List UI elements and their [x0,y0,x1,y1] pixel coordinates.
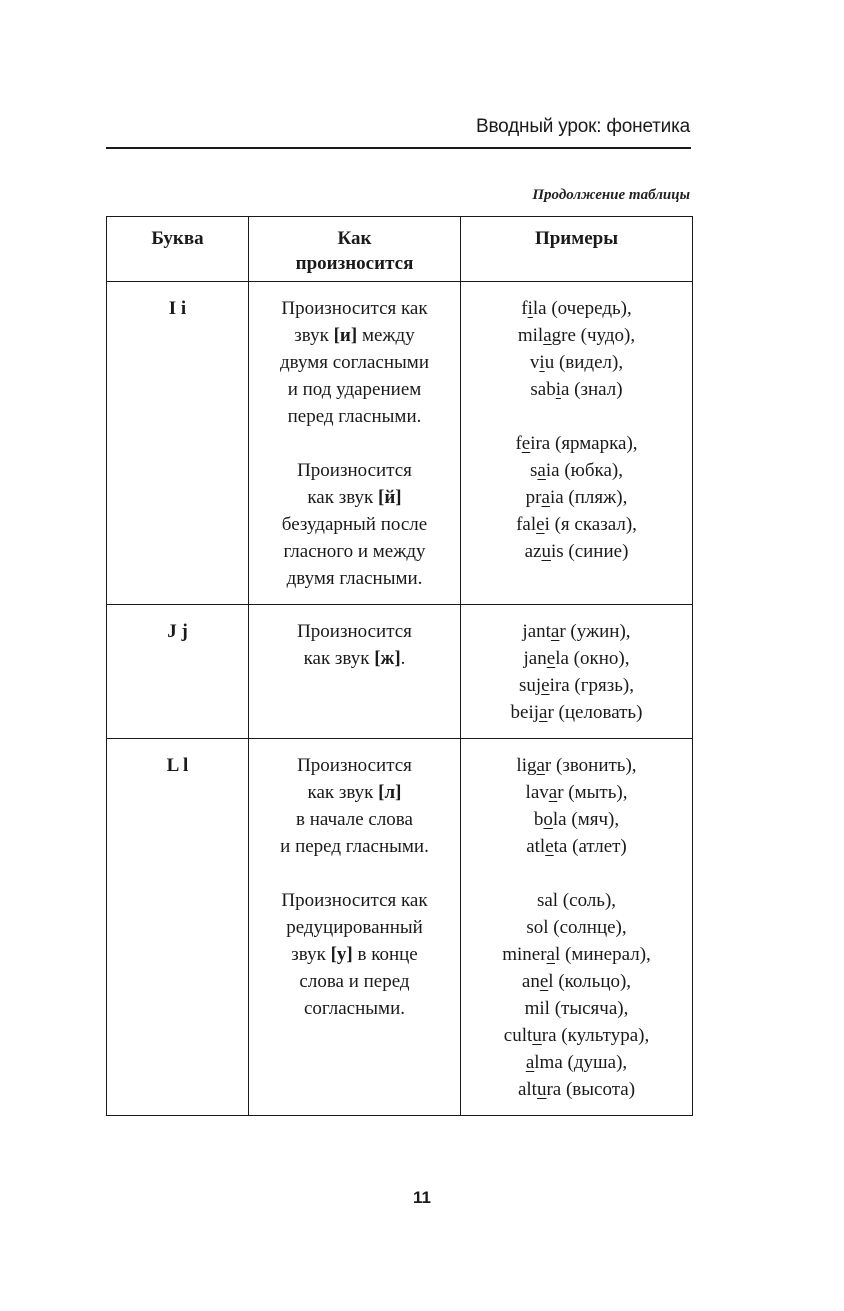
pronunciation-block [253,618,456,672]
pronunciation-cell [249,739,461,1116]
example-line [465,806,688,833]
example-line [465,968,688,995]
stressed-letter: a [539,702,548,723]
example-line [465,1022,688,1049]
stressed-letter: e [541,675,550,696]
text-segment: Произносится [297,460,412,481]
text-segment: двумя согласными [280,352,429,373]
pronunciation-line [253,349,456,376]
stressed-letter: a [537,460,546,481]
pronunciation-line [253,995,456,1022]
text-segment: l (кольцо), [548,971,632,992]
text-segment: sol (солнце), [526,917,627,938]
text-segment: . [400,648,406,669]
text-segment: r (целовать) [547,702,643,723]
example-line [465,752,688,779]
text-segment: cult [503,1025,533,1046]
text-segment: an [521,971,540,992]
stressed-letter: u [536,1079,547,1100]
pronunciation-line [253,941,456,968]
text-segment: miner [502,944,547,965]
text-segment: mil (тысяча), [524,998,629,1019]
example-line [465,914,688,941]
stressed-letter: a [550,621,560,642]
text-segment: Произносится [297,621,412,642]
text-segment: suj [518,675,542,696]
text-segment: между [357,325,415,346]
stressed-letter: a [546,944,555,965]
text-segment: u (видел), [544,352,624,373]
text-segment: la (мяч), [552,809,620,830]
pronunciation-line [253,403,456,430]
text-segment: fal [516,514,537,535]
examples-block [465,295,688,403]
example-line [465,349,688,376]
sound-marker: [ж] [374,648,401,669]
example-line [465,484,688,511]
examples-block [465,618,688,726]
example-line [465,538,688,565]
text-segment: Произносится [297,755,412,776]
stressed-letter: a [541,487,550,508]
stressed-letter: e [521,433,531,454]
example-line [465,995,688,1022]
table-header-row [107,217,693,282]
pronunciation-line [253,914,456,941]
text-segment: a (знал) [561,379,623,400]
text-segment: звук [291,944,331,965]
stressed-letter: u [541,541,551,562]
text-segment: gre (чудо), [551,325,636,346]
text-segment: ira (ярмарка), [530,433,638,454]
text-segment: ia (юбка), [545,460,623,481]
pronunciation-line [253,833,456,860]
text-segment: r (звонить), [544,755,637,776]
table-row [107,605,693,739]
letter-cell: I i [107,282,249,605]
example-line [465,1076,688,1103]
text-segment: mil [517,325,544,346]
text-segment: безударный после [281,514,428,535]
pronunciation-line [253,484,456,511]
table-continuation-note: Продолжение таблицы [532,187,690,203]
text-segment: pr [525,487,542,508]
pronunciation-line [253,806,456,833]
text-segment: Произносится как [281,890,428,911]
stressed-letter: i [527,298,533,319]
pronunciation-line [253,457,456,484]
text-segment: b [533,809,544,830]
pronunciation-line [253,538,456,565]
pronunciation-line [253,779,456,806]
pronunciation-block [253,457,456,592]
example-line [465,618,688,645]
pronunciation-line [253,376,456,403]
text-segment: и под ударением [287,379,422,400]
examples-cell [461,282,693,605]
pronunciation-block [253,752,456,860]
text-segment: jant [522,621,551,642]
text-segment: sab [530,379,556,400]
text-segment: beij [510,702,540,723]
example-line [465,672,688,699]
text-segment: lig [516,755,537,776]
text-segment: atl [526,836,546,857]
stressed-letter: u [532,1025,542,1046]
text-segment: v [529,352,540,373]
text-segment: ra (высота) [546,1079,636,1100]
examples-block [465,752,688,860]
examples-cell [461,605,693,739]
example-line [465,1049,688,1076]
examples-block [465,887,688,1103]
text-segment: ra (культура), [541,1025,650,1046]
pronunciation-line [253,645,456,672]
stressed-letter: a [548,782,558,803]
text-segment: как звук [303,648,375,669]
text-segment: s [530,460,538,481]
text-segment: is (синие) [550,541,629,562]
pronunciation-line [253,322,456,349]
pronunciation-cell [249,605,461,739]
stressed-letter: e [546,648,556,669]
text-segment: Произносится как [281,298,428,319]
text-segment: i (я сказал), [544,514,637,535]
column-header-letter: Буква [107,217,249,282]
stressed-letter: e [545,836,554,857]
text-segment: az [524,541,542,562]
text-segment: jan [523,648,547,669]
letter-cell: J j [107,605,249,739]
running-header: Вводный урок: фонетика [476,116,690,137]
example-line [465,941,688,968]
phonetics-table [106,216,693,1116]
example-line [465,511,688,538]
text-segment: ia (пляж), [549,487,628,508]
text-segment: в конце [352,944,418,965]
stressed-letter: a [525,1052,535,1073]
pronunciation-cell [249,282,461,605]
example-line [465,699,688,726]
column-header-pronunciation-label: Как произносится [295,228,414,274]
sound-marker: [у] [330,944,353,965]
text-segment: ira (грязь), [549,675,635,696]
text-segment: двумя гласными. [286,568,423,589]
letter-cell: L l [107,739,249,1116]
example-line [465,376,688,403]
pronunciation-block [253,295,456,430]
text-segment: согласными. [304,998,405,1019]
example-line [465,833,688,860]
text-segment: ta (атлет) [553,836,627,857]
sound-marker: [й] [378,487,402,508]
example-line [465,322,688,349]
text-segment: перед гласными. [287,406,422,427]
pronunciation-line [253,618,456,645]
text-segment: sal (соль), [536,890,617,911]
example-line [465,457,688,484]
text-segment: r (ужин), [559,621,631,642]
examples-cell [461,739,693,1116]
table-row [107,739,693,1116]
sound-marker: [л] [378,782,402,803]
text-segment: la (очередь), [532,298,632,319]
text-segment: r (мыть), [557,782,628,803]
stressed-letter: a [543,325,552,346]
table-row [107,282,693,605]
example-line [465,779,688,806]
stressed-letter: e [539,971,549,992]
text-segment: в начале слова [296,809,413,830]
text-segment: и перед гласными. [280,836,429,857]
stressed-letter: e [536,514,545,535]
column-header-pronunciation [249,217,461,282]
text-segment: слова и перед [299,971,410,992]
example-line [465,645,688,672]
examples-block [465,430,688,565]
table-body [107,282,693,1116]
column-header-examples: Примеры [461,217,693,282]
stressed-letter: i [555,379,561,400]
pronunciation-line [253,565,456,592]
example-line [465,295,688,322]
text-segment: la (окно), [555,648,630,669]
text-segment: l (минерал), [554,944,651,965]
example-line [465,430,688,457]
pronunciation-line [253,887,456,914]
text-segment: редуцированный [286,917,423,938]
text-segment: f [515,433,522,454]
pronunciation-line [253,295,456,322]
stressed-letter: a [536,755,545,776]
header-divider [106,147,691,149]
page-number: 11 [413,1188,431,1207]
text-segment: alt [517,1079,537,1100]
stressed-letter: o [543,809,553,830]
example-line [465,887,688,914]
pronunciation-line [253,968,456,995]
text-segment: звук [294,325,334,346]
text-segment: гласного и между [283,541,426,562]
text-segment: как звук [307,782,379,803]
text-segment: f [521,298,528,319]
pronunciation-line [253,511,456,538]
pronunciation-line [253,752,456,779]
sound-marker: [и] [333,325,358,346]
text-segment: как звук [307,487,379,508]
stressed-letter: i [539,352,545,373]
pronunciation-block [253,887,456,1022]
text-segment: lma (душа), [534,1052,628,1073]
text-segment: lav [525,782,549,803]
